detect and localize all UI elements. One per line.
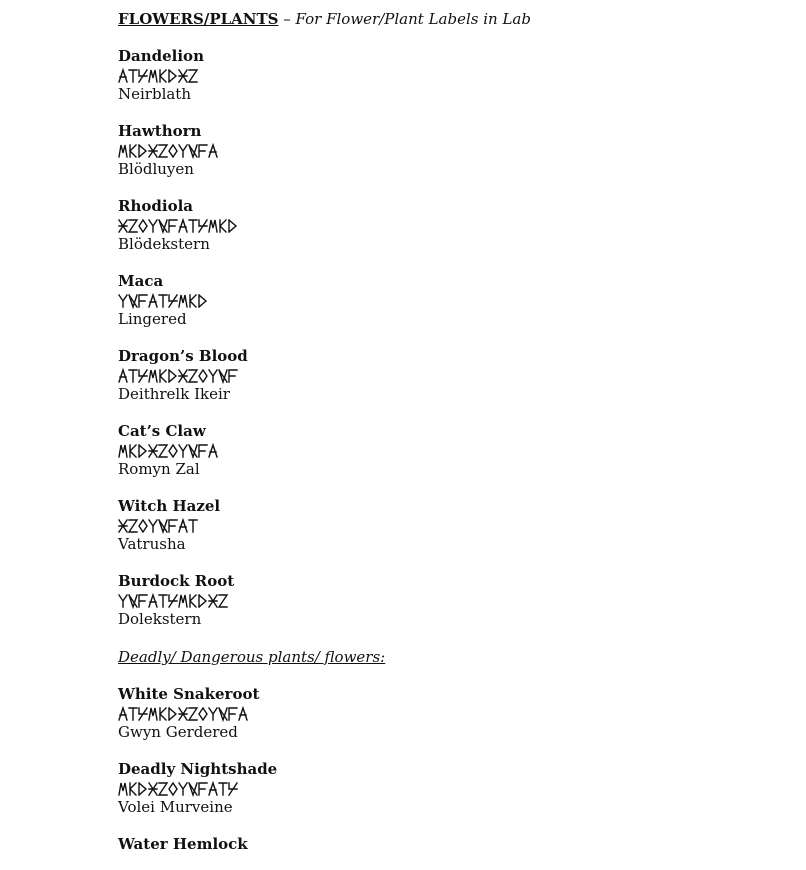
runic-glyph: [129, 295, 137, 307]
runic-glyph: [119, 520, 127, 532]
runic-glyph: [139, 70, 147, 82]
runic-glyph: [119, 370, 127, 382]
runic-glyph: [190, 295, 196, 307]
runic-glyph: [219, 595, 227, 607]
runic-glyph: [209, 220, 217, 232]
runic-glyph: [149, 145, 157, 157]
runic-glyph: [179, 595, 187, 607]
runic-glyph: [139, 595, 147, 607]
runic-glyph: [199, 295, 206, 307]
runic-glyph: [189, 445, 197, 457]
plant-translation: Neirblath: [118, 85, 192, 103]
runic-glyph: [179, 783, 187, 795]
plant-entry: [118, 497, 738, 554]
runic-glyph: [130, 445, 136, 457]
plant-translation: Blödekstern: [118, 235, 210, 253]
runic-glyph: [209, 708, 217, 720]
runic-glyph: [129, 220, 137, 232]
runic-script: [118, 141, 738, 160]
runic-glyphs: [118, 292, 210, 309]
runic-glyph: [209, 145, 217, 157]
runic-glyph: [199, 145, 207, 157]
runic-glyph: [189, 520, 197, 532]
runic-glyphs: [118, 592, 230, 609]
runic-glyph: [159, 445, 167, 457]
runic-glyph: [139, 708, 147, 720]
runic-glyph: [229, 220, 236, 232]
plant-name: Dragon’s Blood: [118, 347, 248, 365]
runic-glyph: [159, 220, 167, 232]
runic-glyph: [189, 145, 197, 157]
plant-entry: [118, 422, 738, 479]
runic-glyph: [149, 220, 157, 232]
plant-entry: [118, 572, 738, 629]
deadly-plants-heading: Deadly/ Dangerous plants/ flowers:: [118, 648, 386, 666]
runic-glyph: [119, 145, 127, 157]
runic-glyph: [149, 445, 157, 457]
plant-entry: [118, 347, 738, 404]
plant-name: Cat’s Claw: [118, 422, 206, 440]
plant-entry: [118, 272, 738, 329]
document-page: [118, 9, 738, 854]
runic-glyph: [149, 295, 157, 307]
runic-glyph: [129, 370, 137, 382]
runic-glyphs: [118, 142, 220, 159]
heading-title: FLOWERS/PLANTS: [118, 10, 279, 28]
runic-glyph: [149, 370, 157, 382]
plant-entry: [118, 47, 738, 104]
runic-glyph: [169, 220, 177, 232]
runic-glyph: [159, 595, 167, 607]
deadly-plant-entry: [118, 760, 738, 817]
runic-glyph: [189, 70, 197, 82]
runic-glyphs: [118, 705, 250, 722]
runic-glyph: [169, 520, 177, 532]
plant-translation: Dolekstern: [118, 610, 202, 628]
runic-glyph: [239, 708, 247, 720]
runic-script: [118, 779, 738, 798]
runic-script: [118, 441, 738, 460]
runic-glyph: [169, 783, 177, 795]
runic-glyph: [219, 783, 227, 795]
runic-glyph: [139, 220, 147, 232]
runic-glyph: [149, 595, 157, 607]
runic-glyph: [139, 295, 147, 307]
runic-glyph: [179, 520, 187, 532]
runic-glyph: [169, 370, 176, 382]
runic-glyph: [179, 445, 187, 457]
deadly-plant-list: [118, 685, 738, 854]
runic-glyph: [209, 595, 217, 607]
runic-glyph: [169, 145, 177, 157]
plant-entry: [118, 122, 738, 179]
plant-list: [118, 47, 738, 629]
runic-glyph: [160, 70, 166, 82]
plant-name: Dandelion: [118, 47, 204, 65]
plant-name: Hawthorn: [118, 122, 202, 140]
runic-glyph: [149, 70, 157, 82]
runic-glyphs: [118, 780, 240, 797]
runic-glyph: [199, 370, 207, 382]
runic-glyph: [169, 295, 177, 307]
plant-translation: Vatrusha: [118, 535, 186, 553]
runic-glyph: [169, 708, 176, 720]
runic-glyph: [199, 783, 207, 795]
plant-name: White Snakeroot: [118, 685, 260, 703]
runic-glyph: [119, 708, 127, 720]
runic-glyph: [149, 783, 157, 795]
runic-glyph: [159, 145, 167, 157]
runic-glyph: [179, 295, 187, 307]
runic-glyph: [179, 370, 187, 382]
runic-glyph: [119, 70, 127, 82]
plant-translation: Gwyn Gerdered: [118, 723, 238, 741]
runic-script: [118, 704, 738, 723]
runic-glyph: [169, 70, 176, 82]
plant-entry: [118, 197, 738, 254]
runic-glyph: [139, 145, 146, 157]
runic-glyph: [199, 445, 207, 457]
runic-glyph: [119, 595, 127, 607]
runic-glyph: [189, 370, 197, 382]
runic-glyph: [220, 220, 226, 232]
heading-separator: –: [278, 10, 296, 28]
runic-glyph: [119, 295, 127, 307]
runic-script: [118, 366, 738, 385]
plant-translation: Volei Murveine: [118, 798, 233, 816]
runic-glyph: [179, 708, 187, 720]
runic-glyph: [159, 520, 167, 532]
runic-glyphs: [118, 67, 200, 84]
runic-glyph: [129, 520, 137, 532]
plant-translation: Blödluyen: [118, 160, 194, 178]
runic-glyph: [159, 783, 167, 795]
runic-glyph: [229, 708, 237, 720]
runic-glyph: [159, 295, 167, 307]
runic-glyph: [139, 520, 147, 532]
plant-name: Deadly Nightshade: [118, 760, 278, 778]
runic-glyph: [199, 220, 207, 232]
runic-glyph: [119, 783, 127, 795]
runic-glyph: [209, 783, 217, 795]
plant-name: Burdock Root: [118, 572, 235, 590]
plant-translation: Romyn Zal: [118, 460, 200, 478]
runic-glyph: [149, 708, 157, 720]
runic-glyph: [160, 708, 166, 720]
heading-subtitle: For Flower/Plant Labels in Lab: [295, 10, 531, 28]
document-heading: [118, 9, 738, 29]
runic-glyphs: [118, 442, 220, 459]
runic-glyph: [119, 445, 127, 457]
plant-name: Rhodiola: [118, 197, 193, 215]
runic-glyph: [179, 220, 187, 232]
plant-translation: Lingered: [118, 310, 187, 328]
runic-glyph: [139, 370, 147, 382]
runic-script: [118, 591, 738, 610]
runic-glyph: [149, 520, 157, 532]
runic-glyph: [179, 70, 187, 82]
runic-glyph: [209, 445, 217, 457]
runic-script: [118, 66, 738, 85]
runic-glyphs: [118, 517, 200, 534]
runic-glyphs: [118, 367, 240, 384]
runic-script: [118, 216, 738, 235]
runic-glyph: [129, 595, 137, 607]
plant-translation: Deithrelk Ikeir: [118, 385, 230, 403]
runic-glyph: [129, 708, 137, 720]
runic-glyph: [219, 370, 227, 382]
runic-glyph: [119, 220, 127, 232]
plant-name: Maca: [118, 272, 164, 290]
plant-name: Water Hemlock: [118, 835, 248, 853]
runic-glyph: [209, 370, 217, 382]
deadly-plant-entry: [118, 835, 738, 854]
runic-glyph: [139, 445, 146, 457]
runic-glyphs: [118, 217, 240, 234]
runic-glyph: [130, 145, 136, 157]
deadly-plant-entry: [118, 685, 738, 742]
runic-glyph: [189, 220, 197, 232]
runic-glyph: [179, 145, 187, 157]
runic-glyph: [229, 370, 237, 382]
runic-glyph: [169, 445, 177, 457]
runic-glyph: [189, 783, 197, 795]
runic-glyph: [199, 708, 207, 720]
plant-name: Witch Hazel: [118, 497, 221, 515]
runic-script: [118, 516, 738, 535]
runic-glyph: [199, 595, 206, 607]
runic-glyph: [190, 595, 196, 607]
runic-glyph: [229, 783, 237, 795]
runic-glyph: [130, 783, 136, 795]
runic-glyph: [129, 70, 137, 82]
runic-glyph: [160, 370, 166, 382]
runic-glyph: [189, 708, 197, 720]
runic-glyph: [139, 783, 146, 795]
runic-script: [118, 291, 738, 310]
runic-glyph: [219, 708, 227, 720]
runic-glyph: [169, 595, 177, 607]
